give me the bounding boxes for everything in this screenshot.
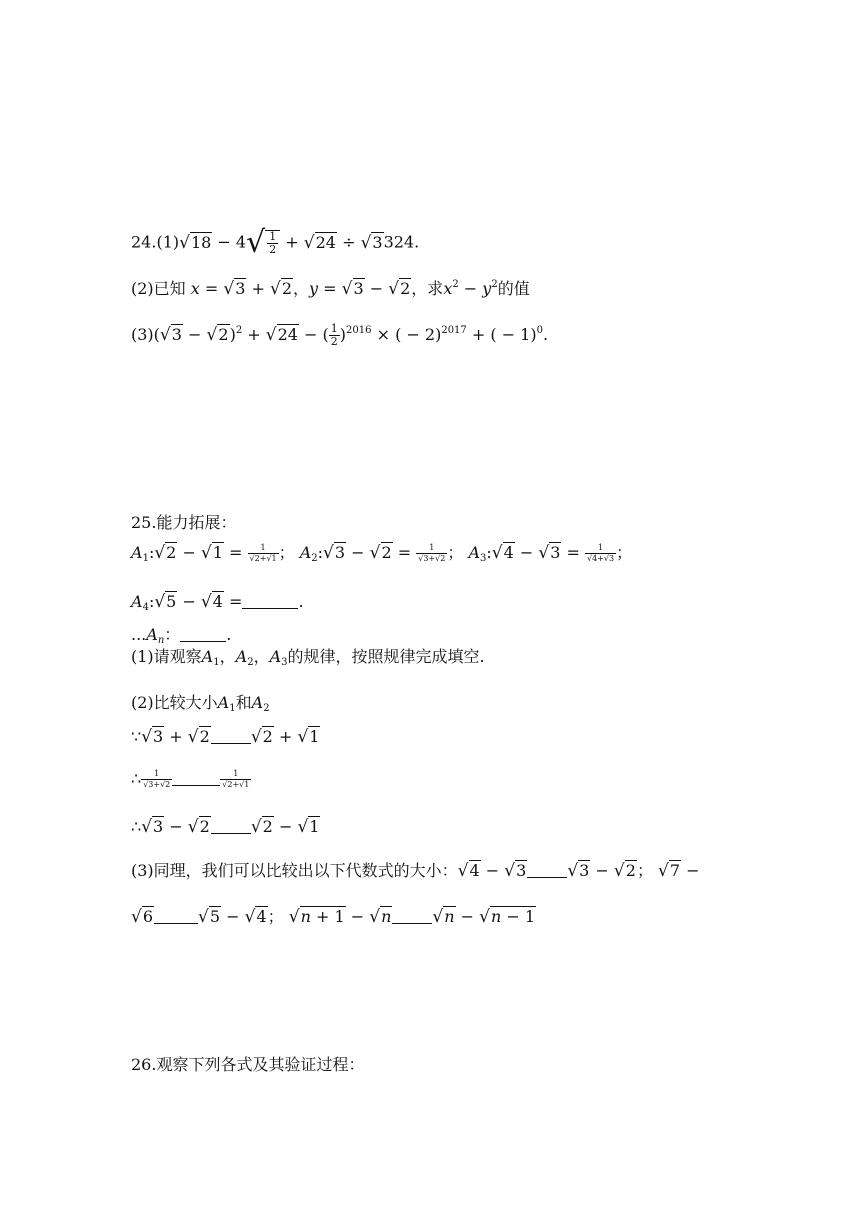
- blank-an[interactable]: [180, 625, 226, 642]
- sqrt-18: √18: [179, 232, 212, 253]
- sqrt-half: √ $\frac{1}{2}$: [246, 228, 280, 258]
- problem-25-q3-line1: (3)同理，我们可以比较出以下代数式的大小：√4 − √3 √3 − √2； √7 −: [131, 861, 700, 881]
- problem-24-part-1: 24.(1)√18 − 4√ $\frac{1}{2}$ + √24 ÷ √3324.: [131, 225, 420, 260]
- blank-q3-1[interactable]: [527, 861, 567, 878]
- problem-25-title: 25.能力拓展：: [131, 513, 237, 532]
- blank-compare-3[interactable]: [211, 817, 251, 834]
- problem-25-q2: (2)比较大小$A_1$和$A_2$: [131, 693, 270, 714]
- problem-25-sequence: $A_1:√2 - √1$ = $\frac{1}{√2+√1}$ ； $A_2:√3 - √2$ = $\frac{1}{√3+√2}$ ； $A_3:√4 - √3$ = $\frac{1}{√4+√3}$ ；: [131, 543, 633, 564]
- problem-26-title: 26.观察下列各式及其验证过程：: [131, 1055, 365, 1074]
- problem-25-an: $...A_n$： .: [131, 625, 232, 646]
- blank-compare-2[interactable]: [172, 775, 220, 786]
- blank-q3-3[interactable]: [392, 907, 432, 924]
- problem-25-a4: $A_4:√5 - √4$ = .: [131, 592, 304, 613]
- blank-q3-2[interactable]: [154, 907, 198, 924]
- problem-24-part-2: (2)已知 x = √3 + √2，y = √3 − √2，求$x^2 - y^2$的值: [131, 279, 530, 299]
- problem-24-part-3: $(3)(√3 - √2)^2 + √24$ − ( $\frac{1}{2}$ )$^{2016}$ × ( − 2)$^{2017}$ + ( − 1)$^0$.: [131, 322, 549, 348]
- blank-compare-1[interactable]: [211, 727, 251, 744]
- blank-a4[interactable]: [242, 592, 298, 609]
- problem-25-q1: (1)请观察$A_1$，$A_2$，$A_3$的规律，按照规律完成填空.: [131, 647, 485, 668]
- problem-25-therefore-1: ∴ $\frac{1}{√3+√2}$ $\frac{1}{√2+√1}$: [131, 769, 250, 789]
- problem-25-q3-line2: √6 √5 − √4； √n + 1 − √n √n − √n − 1: [131, 907, 536, 927]
- problem-25-therefore-2: ∴√3 − √2 √2 − √1: [131, 817, 320, 837]
- problem-25-because: ∵√3 + √2 √2 + √1: [131, 727, 320, 747]
- problem-24-label: 24.(1): [131, 232, 180, 252]
